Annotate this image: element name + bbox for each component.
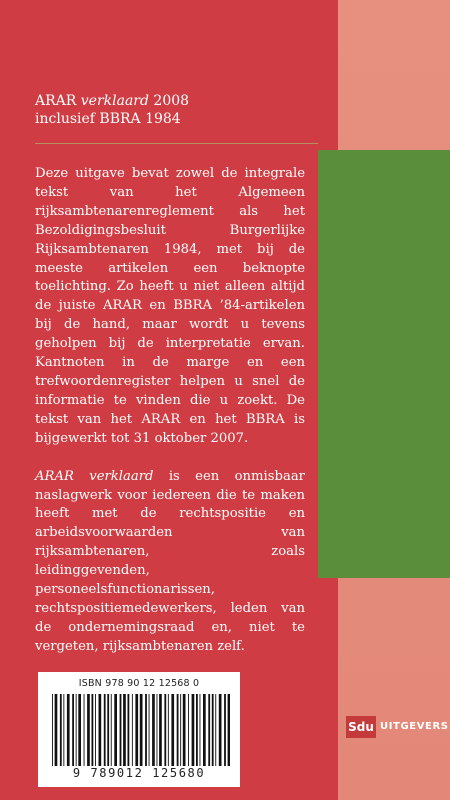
header-title: ARAR (35, 93, 77, 109)
publisher-logo (346, 716, 449, 738)
blurb-title-italic: ARAR verklaard (35, 468, 154, 484)
barcode-box (38, 672, 240, 787)
sdu-logo-mark: Sdu (346, 716, 376, 738)
cover-header (35, 92, 315, 128)
header-divider (35, 143, 318, 144)
header-line-2: inclusief BBRA 1984 (35, 111, 181, 127)
barcode-bars (50, 694, 230, 766)
header-line-1 (35, 92, 315, 110)
isbn-label: ISBN 978 90 12 12568 0 (78, 678, 200, 689)
blurb-paragraph-1: Deze uitgave bevat zowel de integrale tekst van het Algemeen rijksambtenarenreglement als het Bezoldigingsbesluit Burgerlijke Rijksambtenaren 1984, met bij de meeste artikelen een beknopte toelichting. Zo heeft u niet alleen altijd de juiste ARAR en BBRA ’84-artikelen bij de hand, maar wordt u tevens geholpen bij de interpretatie ervan. Kantnoten in de marge en een trefwoordenregister helpen u snel de informatie te vinden die u zoekt. De tekst van het ARAR en het BBRA is bijgewerkt tot 31 oktober 2007. (35, 166, 305, 446)
publisher-name: UITGEVERS (380, 721, 449, 732)
header-title-italic: verklaard (80, 93, 149, 109)
blurb-paragraph-2 (35, 468, 305, 657)
blurb (35, 165, 305, 657)
header-year: 2008 (153, 93, 190, 109)
barcode-digits: 9 789012 125680 (72, 766, 206, 780)
blurb-paragraph-2-text: is een onmisbaar naslagwerk voor iedereen die te maken heeft met de rechtspositie en arbeidsvoorwaarden van rijksambtenaren, zoals leidinggevenden, personeelsfunctionarissen, rechtspositiemedewerkers, leden van de ondernemingsraad en, niet te vergeten, rijksambtenaren zelf. (35, 468, 305, 654)
green-panel (318, 150, 450, 578)
